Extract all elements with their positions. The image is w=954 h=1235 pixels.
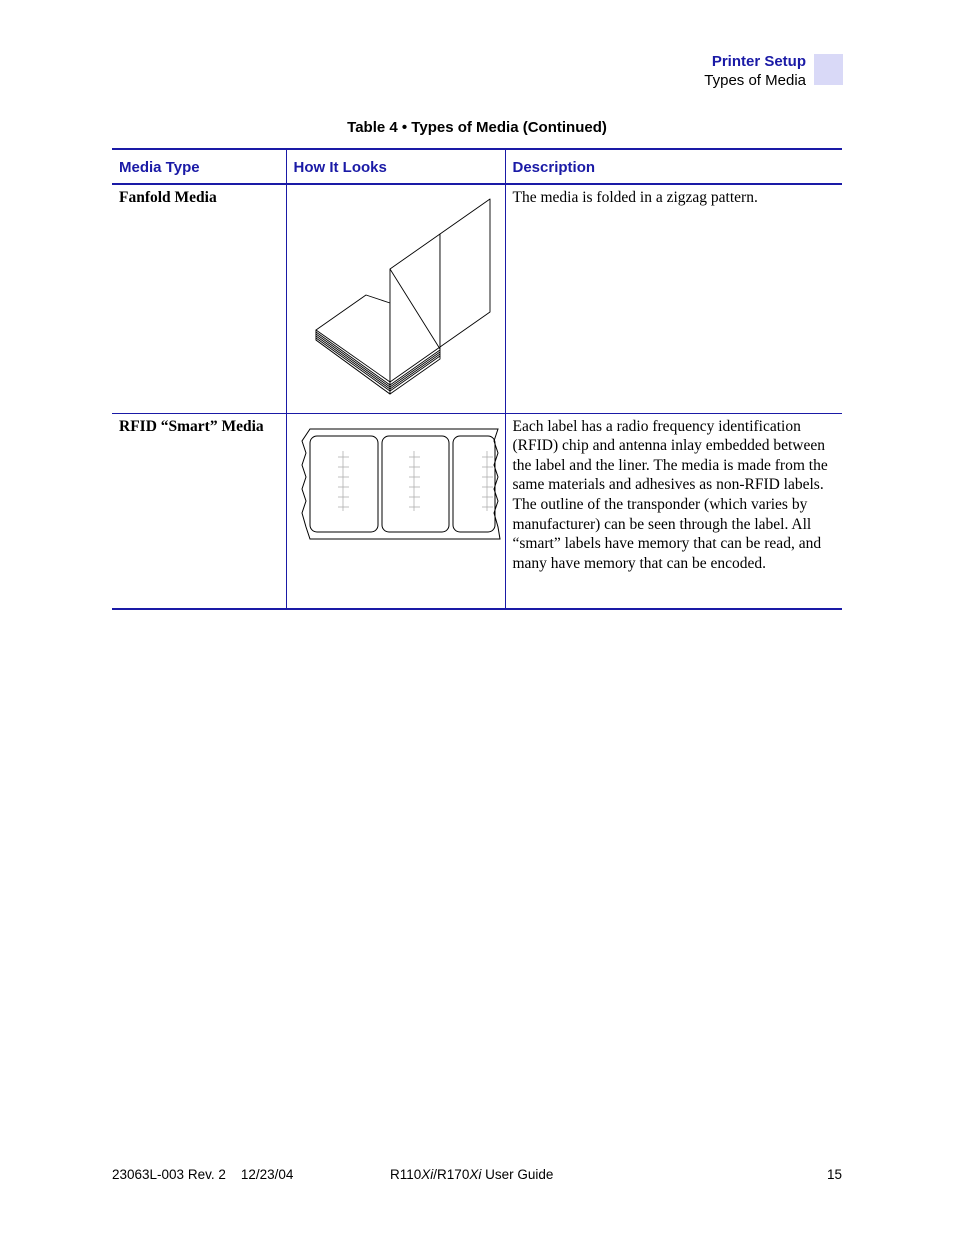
footer-guide-title: R110Xi/R170Xi User Guide [390, 1167, 554, 1182]
fanfold-media-illustration [294, 188, 512, 404]
media-type-cell: Fanfold Media [112, 184, 286, 413]
description-cell: Each label has a radio frequency identification (RFID) chip and antenna inlay embedded between the label and the liner. The media is made from the same materials and adhesives as non-RFID labels. The outline of the transponder (which varies by manufacturer) can be seen through the label. All “smart” labels have memory that can be read, and many have memory that can be encoded. [505, 413, 842, 609]
table-row [112, 184, 842, 413]
media-type-cell: RFID “Smart” Media [112, 413, 286, 609]
column-header-how-it-looks: How It Looks [286, 149, 505, 184]
column-header-description: Description [505, 149, 842, 184]
footer-page-number: 15 [826, 1167, 842, 1182]
header-color-block [814, 54, 843, 85]
table-title: Table 4 • Types of Media (Continued) [347, 119, 607, 136]
footer-doc-number: 23063L-003 Rev. 2 12/23/04 [112, 1167, 294, 1182]
table-header-row [112, 149, 842, 184]
rfid-label-strip-illustration [294, 417, 512, 600]
header-subsection-title: Types of Media [704, 72, 806, 89]
table-row [112, 413, 842, 609]
column-header-media-type: Media Type [112, 149, 286, 184]
how-it-looks-cell [286, 184, 505, 413]
header-section-title: Printer Setup [711, 53, 806, 70]
media-types-table [112, 148, 842, 610]
how-it-looks-cell [286, 413, 505, 609]
description-cell: The media is folded in a zigzag pattern. [505, 184, 842, 413]
running-header [704, 52, 806, 90]
